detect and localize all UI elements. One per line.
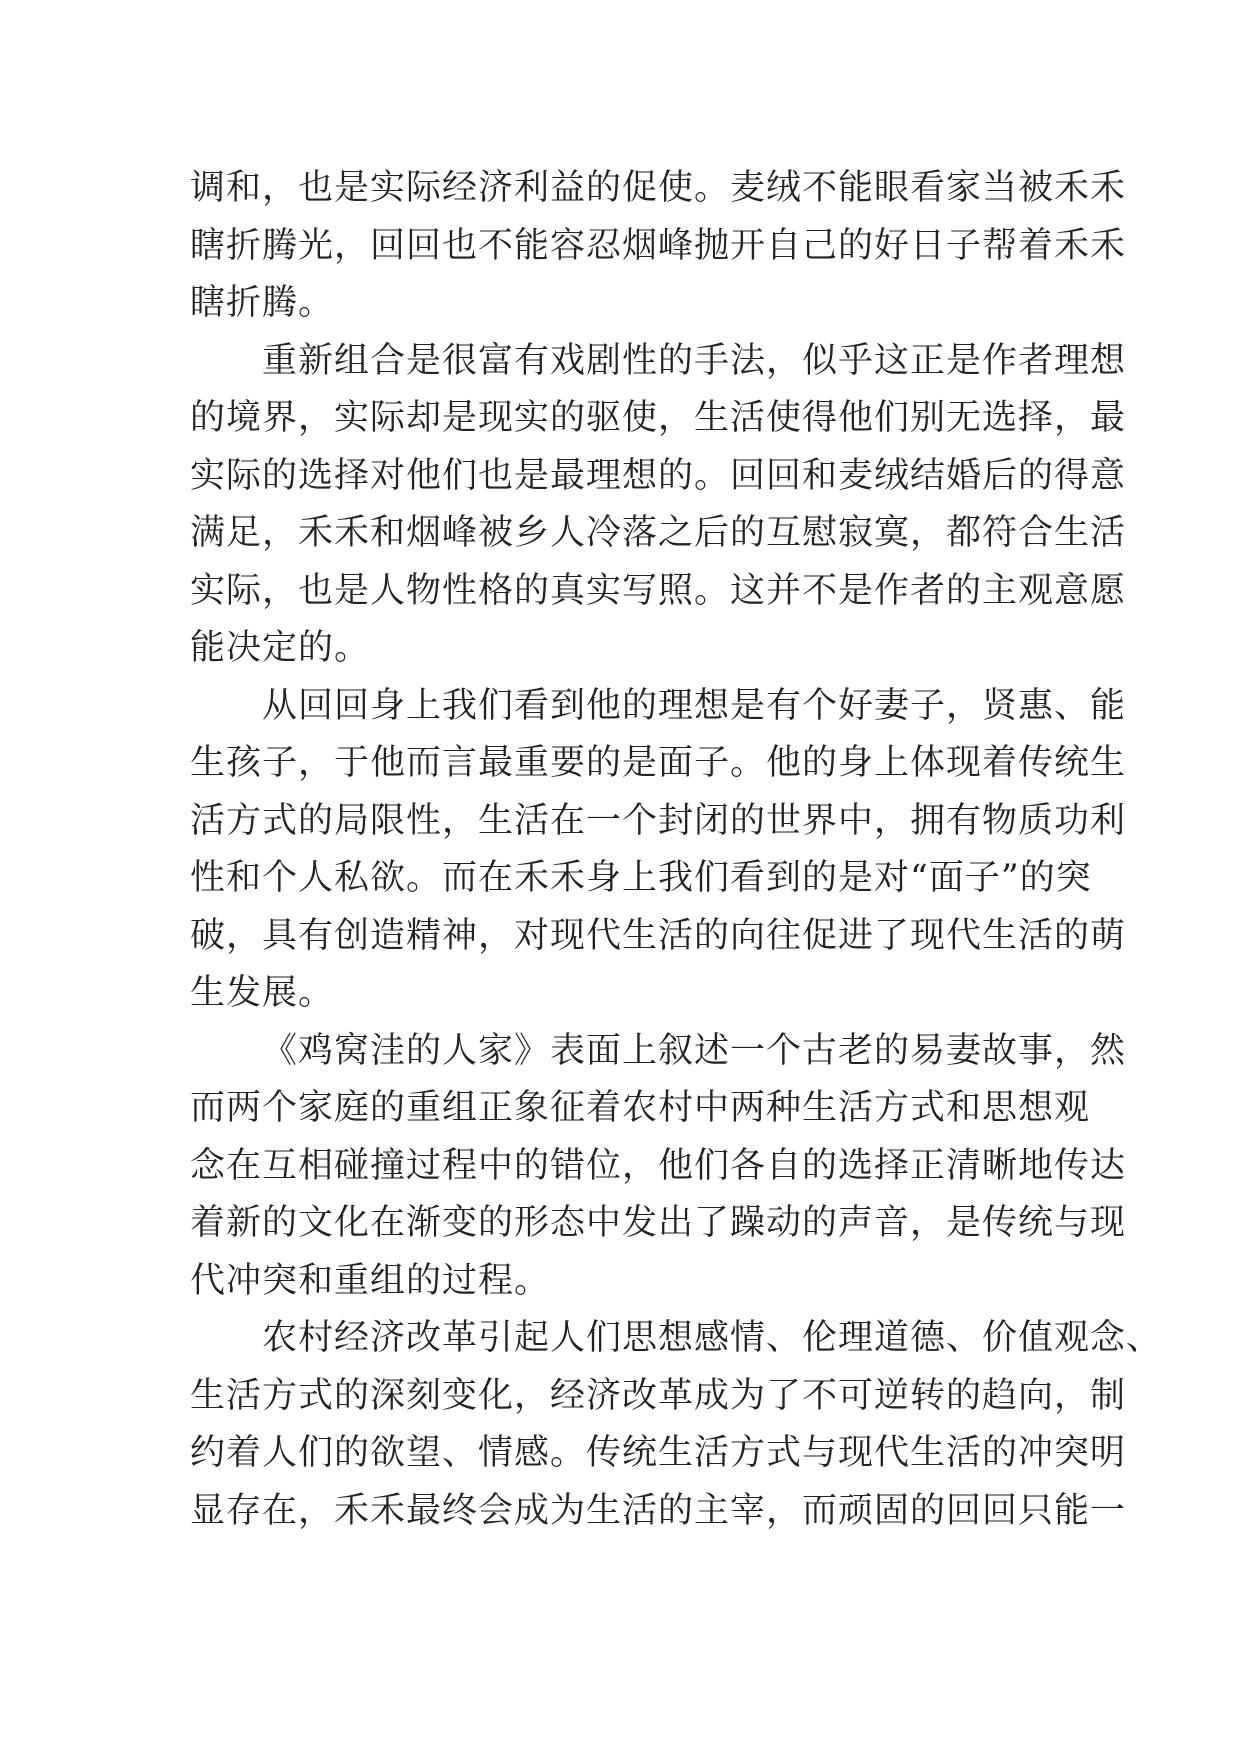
text-line: 代冲突和重组的过程。 xyxy=(190,1260,551,1301)
paragraph-first-line: 《鸡窝洼的人家》表面上叙述一个古老的易妻故事，然 xyxy=(262,1030,1127,1071)
text-line: 生发展。 xyxy=(190,973,335,1013)
text-line: 性和个人私欲。而在禾禾身上我们看到的是对“面子”的突 xyxy=(190,858,1092,898)
text-line: 生孩子，于他而言最重要的是面子。他的身上体现着传统生 xyxy=(190,743,1127,783)
text-line: 念在互相碰撞过程中的错位，他们各自的选择正清晰地传达 xyxy=(190,1145,1127,1186)
text-line: 显存在，禾禾最终会成为生活的主宰，而顽固的回回只能一 xyxy=(190,1490,1127,1531)
text-line: 能决定的。 xyxy=(190,628,371,668)
text-line: 实际，也是人物性格的真实写照。这并不是作者的主观意愿 xyxy=(190,570,1127,611)
text-line: 瞎折腾。 xyxy=(190,283,335,323)
paragraph-first-line: 从回回身上我们看到他的理想是有个好妻子，贤惠、能 xyxy=(262,685,1127,726)
text-line: 破，具有创造精神，对现代生活的向往促进了现代生活的萌 xyxy=(190,915,1127,956)
text-line: 实际的选择对他们也是最理想的。回回和麦绒结婚后的得意 xyxy=(190,455,1127,496)
paragraph-first-line: 农村经济改革引起人们思想感情、伦理道德、价值观念、 xyxy=(262,1318,1163,1358)
text-line: 的境界，实际却是现实的驱使，生活使得他们别无选择，最 xyxy=(190,398,1127,438)
body-text xyxy=(190,160,1163,1540)
text-line: 活方式的局限性，生活在一个封闭的世界中，拥有物质功利 xyxy=(190,800,1127,841)
text-line: 着新的文化在渐变的形态中发出了躁动的声音，是传统与现 xyxy=(190,1203,1127,1243)
text-line: 而两个家庭的重组正象征着农村中两种生活方式和思想观 xyxy=(190,1088,1091,1128)
text-line: 生活方式的深刻变化，经济改革成为了不可逆转的趋向，制 xyxy=(190,1375,1127,1416)
text-line: 调和，也是实际经济利益的促使。麦绒不能眼看家当被禾禾 xyxy=(190,168,1127,208)
text-line: 瞎折腾光，回回也不能容忍烟峰抛开自己的好日子帮着禾禾 xyxy=(190,225,1127,266)
text-line: 满足，禾禾和烟峰被乡人冷落之后的互慰寂寞，都符合生活 xyxy=(190,513,1127,553)
paragraph-first-line: 重新组合是很富有戏剧性的手法，似乎这正是作者理想 xyxy=(262,340,1127,381)
text-line: 约着人们的欲望、情感。传统生活方式与现代生活的冲突明 xyxy=(190,1433,1127,1473)
